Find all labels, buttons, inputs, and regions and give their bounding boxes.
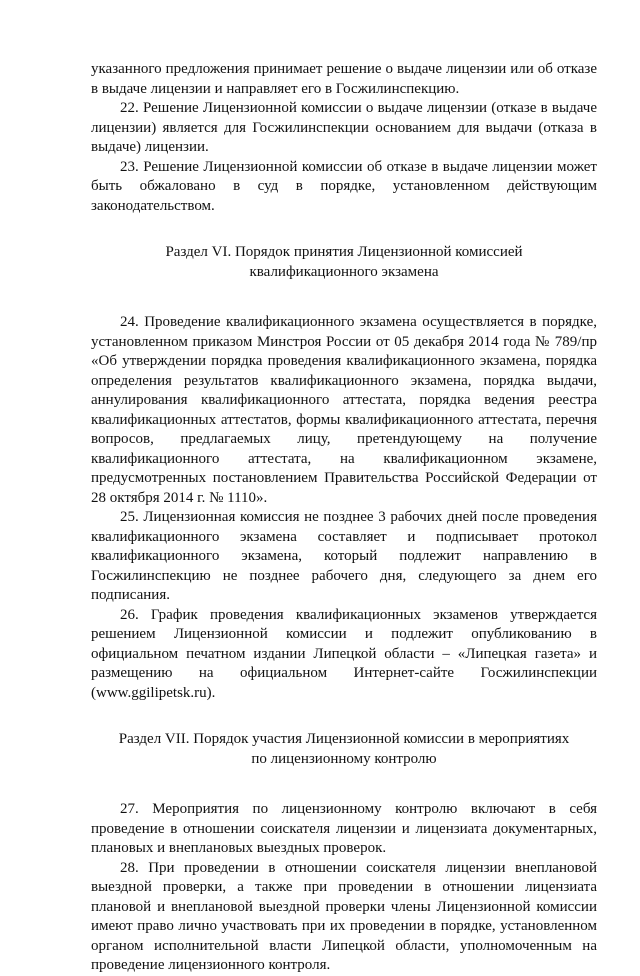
section-7-heading-line-1: Раздел VII. Порядок участия Лицензионной комиссии в мероприятиях (118, 731, 570, 747)
section-7-heading-line-2: по лицензионному контролю (251, 750, 437, 767)
section-6-heading-line-1: Раздел VI. Порядок принятия Лицензионной комиссией (165, 244, 523, 260)
paragraph-28: 28. При проведении в отношении соискателя лицензии внеплановой выездной проверки, а также при проведении в отношении лицензиата плановой и внеплановой выездной проверки члены Лицензионной комиссии имеют право лично участвовать при их проведении в порядке, установленном органом исполнительной власти Липецкой области, уполномоченным на проведение лицензионного контроля. (91, 859, 597, 973)
paragraph-25: 25. Лицензионная комиссия не позднее 3 рабочих дней после проведения квалификационного экзамена составляет и подписывает протокол квалификационного экзамена, который подлежит направлению в Госжилинспекцию не позднее рабочего дня, следующего за днем его подписания. (91, 509, 597, 603)
section-6-heading (91, 243, 597, 282)
section-7-heading (91, 730, 597, 769)
paragraph-continuation: указанного предложения принимает решение о выдаче лицензии или об отказе в выдаче лицензии и направляет его в Госжилинспекцию. (91, 61, 597, 97)
paragraph-26: 26. График проведения квалификационных экзаменов утверждается решением Лицензионной комиссии и подлежит опубликованию в официальном печатном издании Липецкой области – «Липецкая газета» и размещению на официальном Интернет-сайте Госжилинспекции (www.ggilipetsk.ru). (91, 606, 597, 701)
section-6-heading-line-2: квалификационного экзамена (249, 263, 439, 280)
paragraph-24: 24. Проведение квалификационного экзамена осуществляется в порядке, установленном приказом Минстроя России от 05 декабря 2014 года № 789/пр «Об утверждении порядка проведения квалификационного экзамена, порядка определения результатов квалификационного экзамена, порядка выдачи, аннулирования квалификационного аттестата, порядка ведения реестра квалификационных аттестатов, формы квалификационного аттестата, перечня вопросов, предлагаемых лицу, претендующему на получение квалификационного аттестата, на квалификационном экзамене, предусмотренных постановлением Правительства Российской Федерации от 28 октября 2014 г. № 1110». (91, 314, 597, 506)
paragraph-27: 27. Мероприятия по лицензионному контролю включают в себя проведение в отношении соискателя лицензии и лицензиата документарных, плановых и внеплановых выездных проверок. (91, 801, 597, 856)
paragraph-22: 22. Решение Лицензионной комиссии о выдаче лицензии (отказе в выдаче лицензии) является для Госжилинспекции основанием для выдачи (отказа в выдаче) лицензии. (91, 100, 597, 155)
paragraph-23: 23. Решение Лицензионной комиссии об отказе в выдаче лицензии может быть обжаловано в суд в порядке, установленном действующим законодательством. (91, 158, 597, 214)
